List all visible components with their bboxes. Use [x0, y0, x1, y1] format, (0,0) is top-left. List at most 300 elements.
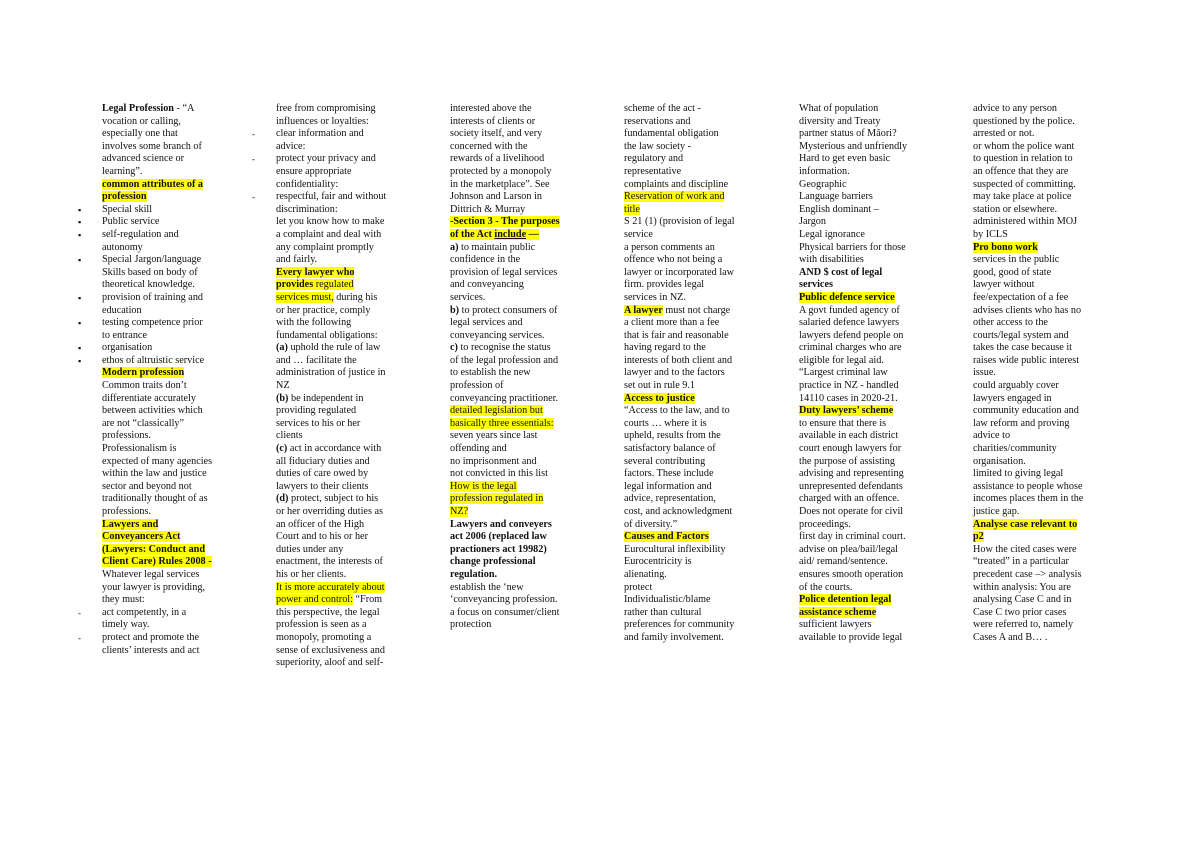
text-line: involves some branch of — [102, 140, 202, 152]
text-line — [799, 267, 925, 280]
text-segment: Public service — [102, 216, 160, 228]
column-3 — [450, 103, 576, 632]
text-line: suspected of committing. — [973, 178, 1076, 190]
text-line — [450, 569, 576, 582]
text-segment: act 2006 (replaced law — [450, 531, 547, 543]
text-segment: protect your privacy and — [276, 153, 376, 165]
text-line — [102, 519, 226, 532]
text-line: service — [624, 228, 653, 240]
text-line — [450, 305, 576, 318]
text-line — [799, 292, 925, 305]
text-line: and fairly. — [276, 254, 318, 266]
text-line: an offence that they are — [973, 165, 1069, 177]
text-line: protected by a monopoly — [450, 165, 552, 177]
text-segment: regulation. — [450, 568, 498, 580]
text-line: lawyer without — [973, 279, 1035, 291]
text-line: especially one that — [102, 128, 178, 140]
text-line — [450, 481, 576, 494]
text-line: good, good of state — [973, 266, 1052, 278]
text-line: sufficient lawyers — [799, 619, 872, 631]
text-segment: “From — [352, 594, 383, 606]
text-line: your lawyer is providing, — [102, 581, 205, 593]
text-line: arrested or not. — [973, 128, 1035, 140]
text-line: profession is seen as a — [276, 619, 367, 631]
text-line — [102, 531, 226, 544]
text-line: lawyers defend people on — [799, 329, 904, 341]
text-line: and … facilitate the — [276, 354, 357, 366]
text-segment: provision of training and — [102, 291, 204, 303]
text-line: raises wide public interest — [973, 354, 1080, 366]
text-line: assistance to people whose — [973, 480, 1083, 492]
text-line — [450, 418, 576, 431]
text-line: Johnson and Larson in — [450, 191, 542, 203]
text-line: not convicted in this list — [450, 468, 548, 480]
text-line — [450, 229, 576, 242]
text-line: administration of justice in — [276, 367, 386, 379]
highlighted-text: profession — [102, 191, 147, 203]
text-line: S 21 (1) (provision of legal — [624, 216, 735, 228]
text-line: interests of both client and — [624, 354, 733, 366]
text-line: superiority, aloof and self- — [276, 657, 384, 669]
text-line: to establish the new — [450, 367, 531, 379]
text-segment: act in accordance with — [287, 443, 382, 455]
text-line: rewards of a livelihood — [450, 153, 545, 165]
text-line: justice gap. — [973, 506, 1020, 517]
text-line: within analysis: You are — [973, 581, 1071, 593]
text-line: the purpose of assisting — [799, 455, 895, 467]
text-line — [799, 405, 925, 418]
text-line: advising and representing — [799, 468, 904, 480]
text-line: offending and — [450, 443, 507, 455]
text-line: learning”. — [102, 165, 143, 177]
text-line: could arguably cover — [973, 380, 1059, 392]
text-line: of diversity.” — [624, 518, 678, 530]
text-line: charities/community — [973, 443, 1057, 455]
text-line: monopoly, promoting a — [276, 631, 372, 643]
text-line: seven years since last — [450, 430, 538, 442]
text-line — [450, 342, 576, 355]
text-segment: a) — [450, 241, 459, 253]
text-line — [973, 531, 1101, 544]
text-line: takes the case because it — [973, 342, 1072, 354]
text-line: Eurocultural inflexibility — [624, 543, 726, 555]
text-line: of the courts. — [799, 581, 853, 593]
text-segment: c) — [450, 342, 458, 354]
text-line: rather than cultural — [624, 606, 702, 618]
dash-list-item — [276, 191, 402, 204]
highlighted-text: regulated — [313, 279, 354, 291]
text-line: Legal ignorance — [799, 228, 865, 240]
text-line — [276, 267, 402, 280]
text-line: this perspective, the legal — [276, 606, 380, 618]
text-segment: AND $ cost of legal — [799, 266, 883, 278]
text-line: 14110 cases in 2020-21. — [799, 392, 898, 404]
text-line — [102, 191, 226, 204]
text-line: Case C two prior cases — [973, 606, 1067, 618]
text-line — [450, 506, 576, 519]
text-line: community education and — [973, 405, 1079, 417]
text-line: reservations and — [624, 115, 691, 127]
highlighted-text: Reservation of work and — [624, 191, 725, 203]
text-line: in the marketplace”. See — [450, 178, 550, 190]
text-line: Court and to his or her — [276, 531, 368, 543]
text-line: any complaint promptly — [276, 241, 374, 253]
text-line: autonomy — [102, 241, 143, 253]
text-line: are not “classically” — [102, 417, 185, 429]
highlighted-text: Client Care) Rules 2008 - — [102, 556, 212, 568]
text-line: Professionalism is — [102, 443, 177, 455]
text-line: What of population — [799, 103, 879, 114]
text-line — [624, 305, 752, 318]
text-line: practice in NZ - handled — [799, 380, 899, 392]
text-line: and conveyancing — [450, 279, 524, 291]
highlighted-text: Pro bono work — [973, 241, 1038, 253]
highlighted-text: Analyse case relevant to — [973, 518, 1078, 530]
text-segment: practioners act 19982) — [450, 543, 547, 555]
text-line: representative — [624, 165, 682, 177]
text-line: protect — [624, 581, 653, 593]
text-line — [624, 191, 752, 204]
text-line — [450, 544, 576, 557]
text-segment: services — [799, 279, 833, 291]
text-line — [450, 405, 576, 418]
text-line: satisfactory balance of — [624, 443, 716, 455]
text-line: all fiduciary duties and — [276, 455, 370, 467]
text-line — [799, 607, 925, 620]
text-segment: respectful, fair and without — [276, 191, 387, 203]
highlighted-text: assistance scheme — [799, 606, 877, 618]
text-line: ensure appropriate — [276, 165, 352, 177]
text-line: lawyer and to the factors — [624, 367, 725, 379]
text-segment: uphold the rule of law — [287, 342, 381, 354]
text-line: providing regulated — [276, 405, 357, 417]
text-line: Does not operate for civil — [799, 506, 904, 517]
text-line: to question in relation to — [973, 153, 1073, 165]
text-line: several contributing — [624, 455, 706, 467]
bullet-list-item — [102, 355, 226, 368]
text-line — [450, 493, 576, 506]
text-line: Cases A and B… . — [973, 631, 1048, 643]
text-line: precedent case –> analysis — [973, 568, 1082, 580]
text-line — [276, 594, 402, 607]
text-line: enactment, the interests of — [276, 556, 383, 568]
text-line: a person comments an — [624, 241, 715, 253]
highlighted-text: p2 — [973, 531, 984, 543]
text-line: How the cited cases were — [973, 543, 1077, 555]
text-line: the law society - — [624, 140, 692, 152]
text-line: Skills based on body of — [102, 266, 198, 278]
text-line: ensures smooth operation — [799, 568, 904, 580]
text-segment: Lawyers and conveyers — [450, 518, 552, 530]
text-line: to entrance — [102, 329, 147, 341]
text-line — [450, 519, 576, 532]
text-segment: Special skill — [102, 203, 153, 215]
text-segment: (c) — [276, 443, 288, 455]
text-line — [276, 443, 402, 456]
text-line: conveyancing practitioner. — [450, 392, 559, 404]
text-line: interested above the — [450, 103, 532, 114]
text-line: firm. provides legal — [624, 279, 705, 291]
highlighted-text: How is the legal — [450, 480, 517, 492]
text-line — [624, 531, 752, 544]
text-segment: change professional — [450, 556, 536, 568]
text-line: vocation or calling, — [102, 115, 181, 127]
text-line: or her practice, comply — [276, 304, 371, 316]
bullet-list-item — [102, 292, 226, 305]
text-segment: organisation — [102, 342, 153, 354]
text-segment: protect and promote the — [102, 631, 200, 643]
text-line: criminal charges who are — [799, 342, 902, 354]
text-line: Eurocentricity is — [624, 556, 692, 568]
text-line: advises clients who has no — [973, 304, 1082, 316]
text-line: Language barriers — [799, 191, 873, 203]
text-line: set out in rule 9.1 — [624, 380, 696, 392]
text-line: regulatory and — [624, 153, 684, 165]
highlighted-text: detailed legislation but — [450, 405, 543, 417]
text-line: concerned with the — [450, 140, 528, 152]
text-line: or whom the police want — [973, 140, 1075, 152]
text-line: offence who not being a — [624, 254, 723, 266]
dash-list-item — [102, 607, 226, 620]
text-line: court enough lawyers for — [799, 443, 902, 455]
text-line: professions. — [102, 430, 151, 442]
highlighted-text: provides — [276, 279, 314, 291]
text-line — [450, 556, 576, 569]
text-segment: (a) — [276, 342, 288, 354]
text-line: eligible for legal aid. — [799, 354, 884, 366]
text-line: by ICLS — [973, 228, 1008, 240]
text-line: professions. — [102, 506, 151, 517]
text-line: sense of exclusiveness and — [276, 644, 385, 656]
text-line: sector and beyond not — [102, 480, 192, 492]
text-line: interests of clients or — [450, 115, 536, 127]
bullet-list-item — [102, 204, 226, 217]
text-line: limited to giving legal — [973, 468, 1064, 480]
text-segment: protect, subject to his — [288, 493, 379, 505]
text-line: questioned by the police. — [973, 115, 1075, 127]
text-line: available in each district — [799, 430, 899, 442]
text-line: or her overriding duties as — [276, 506, 383, 517]
text-line: Individualistic/blame — [624, 594, 711, 606]
highlighted-text: (Lawyers: Conduct and — [102, 543, 206, 555]
text-line: clients — [276, 430, 303, 442]
text-line: upheld, results from the — [624, 430, 721, 442]
text-line: duties of care owed by — [276, 468, 369, 480]
text-line: establish the ‘new — [450, 581, 524, 593]
text-line: courts … where it is — [624, 417, 707, 429]
text-line — [276, 342, 402, 355]
text-line: advice: — [276, 140, 306, 152]
text-line — [973, 519, 1101, 532]
text-line: education — [102, 304, 142, 316]
highlighted-text: Duty lawyers’ scheme — [799, 405, 894, 417]
text-segment: act competently, in a — [102, 606, 187, 618]
text-line: fee/expectation of a fee — [973, 291, 1069, 303]
column-5 — [799, 103, 925, 645]
highlighted-text: Police detention legal — [799, 594, 892, 606]
text-line: Mysterious and unfriendly — [799, 140, 908, 152]
highlighted-text: -Section 3 - The purposes — [450, 216, 560, 228]
text-line: discrimination: — [276, 203, 338, 215]
text-line — [102, 556, 226, 569]
text-line: Common traits don’t — [102, 380, 187, 392]
text-line — [624, 204, 752, 217]
highlighted-text: power and control: — [276, 594, 353, 606]
text-line: issue. — [973, 367, 996, 379]
text-line: other access to the — [973, 317, 1048, 329]
text-line: preferences for community — [624, 619, 735, 631]
text-line: advice to any person — [973, 103, 1058, 114]
text-line: let you know how to make — [276, 216, 385, 228]
text-line: salaried defence lawyers — [799, 317, 900, 329]
text-line: Dittrich & Murray — [450, 203, 526, 215]
bullet-list-item — [102, 229, 226, 242]
text-line: English dominant – — [799, 203, 879, 215]
text-line: conveyancing services. — [450, 329, 545, 341]
highlighted-text: include — [494, 228, 527, 240]
highlighted-text: A lawyer — [624, 304, 663, 316]
text-line: scheme of the act - — [624, 103, 701, 114]
text-line: A govt funded agency of — [799, 304, 900, 316]
text-line: Hard to get even basic — [799, 153, 891, 165]
text-line: to ensure that there is — [799, 417, 887, 429]
highlighted-text: common attributes of a — [102, 178, 204, 190]
text-segment: Legal Profession — [102, 103, 174, 114]
text-line — [102, 179, 226, 192]
highlighted-text: profession regulated in — [450, 493, 544, 505]
text-line — [276, 393, 402, 406]
text-line: they must: — [102, 594, 145, 606]
text-line: a complaint and deal with — [276, 228, 382, 240]
text-segment: clear information and — [276, 128, 364, 140]
text-line: information. — [799, 165, 850, 177]
text-segment: to protect consumers of — [459, 304, 558, 316]
text-line: may take place at police — [973, 191, 1072, 203]
text-line — [276, 279, 402, 292]
text-segment: testing competence prior — [102, 317, 203, 329]
text-line: administered within MOJ — [973, 216, 1078, 228]
highlighted-text: Lawyers and — [102, 518, 159, 530]
text-line: factors. These include — [624, 468, 714, 480]
column-1 — [102, 103, 226, 657]
text-line: station or elsewhere. — [973, 203, 1058, 215]
bullet-list-item — [102, 342, 226, 355]
text-line — [973, 242, 1101, 255]
text-line: fundamental obligation — [624, 128, 719, 140]
text-line: Physical barriers for those — [799, 241, 906, 253]
text-line: confidence in the — [450, 254, 521, 266]
text-line: fundamental obligations: — [276, 329, 378, 341]
text-line: services in the public — [973, 254, 1060, 266]
text-line — [102, 544, 226, 557]
text-line: cost, and acknowledgment — [624, 506, 733, 517]
highlighted-text: NZ? — [450, 506, 469, 517]
text-line: services to his or her — [276, 417, 361, 429]
text-line: society itself, and very — [450, 128, 543, 140]
text-segment: (d) — [276, 493, 289, 505]
bullet-list-item — [102, 216, 226, 229]
highlighted-text: Conveyancers Act — [102, 531, 181, 543]
text-line: expected of many agencies — [102, 455, 213, 467]
text-line: aid/ remand/sentence. — [799, 556, 888, 568]
text-line: advice to — [973, 430, 1011, 442]
text-line: proceedings. — [799, 518, 851, 530]
text-line: provision of legal services — [450, 266, 558, 278]
text-line: timely way. — [102, 619, 150, 631]
highlighted-text: Modern profession — [102, 367, 185, 379]
text-segment: be independent in — [288, 392, 364, 404]
dash-list-item — [276, 128, 402, 141]
text-line: Jargon — [799, 216, 826, 228]
text-line: complaints and discipline — [624, 178, 729, 190]
text-line: legal services and — [450, 317, 523, 329]
text-line: duties under any — [276, 543, 344, 555]
text-line: advanced science or — [102, 153, 185, 165]
text-segment: (b) — [276, 392, 289, 404]
text-line: having regard to the — [624, 342, 706, 354]
highlighted-text: Every lawyer who — [276, 266, 355, 278]
text-line: his or her clients. — [276, 568, 347, 580]
text-line: unrepresented defendants — [799, 480, 903, 492]
text-line — [102, 103, 226, 116]
text-line: lawyers engaged in — [973, 392, 1052, 404]
text-line: within the law and justice — [102, 468, 207, 480]
text-line — [799, 279, 925, 292]
dash-list-item — [276, 153, 402, 166]
bullet-list-item — [102, 317, 226, 330]
text-line: with the following — [276, 317, 352, 329]
text-line: incomes places them in the — [973, 493, 1084, 505]
text-line: of the legal profession and — [450, 354, 559, 366]
text-line — [450, 242, 576, 255]
text-line: free from compromising — [276, 103, 376, 114]
text-line: and family involvement. — [624, 631, 724, 643]
text-segment: b) — [450, 304, 460, 316]
text-line — [276, 292, 402, 305]
text-line: organisation. — [973, 455, 1026, 467]
highlighted-text: It is more accurately about — [276, 581, 385, 593]
highlighted-text: services must, — [276, 291, 334, 303]
text-segment: ethos of altruistic service — [102, 354, 205, 366]
text-segment: must not charge — [662, 304, 731, 316]
bullet-list-item — [102, 254, 226, 267]
text-segment: to maintain public — [458, 241, 536, 253]
text-line — [450, 531, 576, 544]
text-line: differentiate accurately — [102, 392, 196, 404]
highlighted-text: title — [624, 203, 640, 215]
text-line: “treated” in a particular — [973, 556, 1069, 568]
text-line: a client more than a fee — [624, 317, 720, 329]
text-line: legal information and — [624, 480, 712, 492]
text-line: Geographic — [799, 178, 847, 190]
text-line: influences or loyalties: — [276, 115, 369, 127]
text-line: alienating. — [624, 568, 667, 580]
text-line: NZ — [276, 380, 290, 392]
text-line: with disabilities — [799, 254, 864, 266]
text-line: first day in criminal court. — [799, 531, 906, 543]
text-line: profession of — [450, 380, 504, 392]
text-line: between activities which — [102, 405, 203, 417]
text-line: traditionally thought of as — [102, 493, 208, 505]
text-segment: self-regulation and — [102, 228, 179, 240]
text-segment: Special Jargon/language — [102, 254, 202, 266]
text-line — [276, 493, 402, 506]
text-line: no imprisonment and — [450, 455, 537, 467]
text-line: theoretical knowledge. — [102, 279, 195, 291]
text-line: clients’ interests and act — [102, 644, 200, 656]
text-line: advice, representation, — [624, 493, 716, 505]
text-line: an officer of the High — [276, 518, 365, 530]
